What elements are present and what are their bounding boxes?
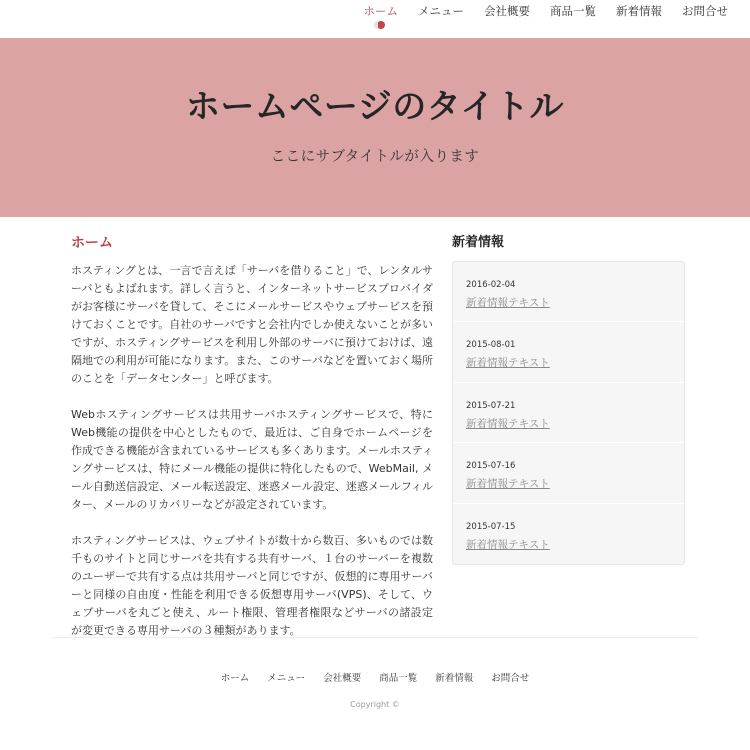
footer-nav-products[interactable]: 商品一覧 bbox=[379, 673, 418, 684]
news-date: 2016-02-04 bbox=[466, 280, 516, 290]
footer-nav-home[interactable]: ホーム bbox=[220, 673, 250, 684]
footer-nav-menu[interactable]: メニュー bbox=[267, 673, 306, 684]
footer-nav-company[interactable]: 会社概要 bbox=[323, 673, 362, 684]
news-item bbox=[453, 443, 684, 503]
section-heading: ホーム bbox=[71, 235, 113, 251]
news-list bbox=[452, 261, 685, 565]
news-item bbox=[453, 383, 684, 443]
body-paragraph: ホスティングとは、一言で言えば「サーバを借りること」で、レンタルサーバともよばれます。詳しく言うと、インターネットサービスプロバイダがお客様にサーバを貸して、そこにメールサービスやウェブサービスを預けておくことです。自社のサーバですと会社内でしか使えないことが多いですが、ホスティングサービスを利用し外部のサーバに預けておけば、遠隔地での利用が可能になります。また、このサーバなどを置いておく場所のことを「データセンター」と呼びます。 bbox=[71, 264, 433, 385]
copyright-text: Copyright © bbox=[350, 700, 400, 709]
news-link[interactable]: 新着情報テキスト bbox=[466, 357, 550, 370]
nav-item-contact[interactable]: お問合せ bbox=[682, 4, 728, 18]
page-subtitle: ここにサブタイトルが入ります bbox=[270, 149, 480, 165]
footer-nav-contact[interactable]: お問合せ bbox=[491, 673, 530, 684]
sidebar-heading: 新着情報 bbox=[452, 235, 505, 250]
news-item bbox=[453, 504, 684, 564]
nav-item-products[interactable]: 商品一覧 bbox=[550, 4, 596, 18]
nav-item-company[interactable]: 会社概要 bbox=[484, 4, 530, 18]
news-link[interactable]: 新着情報テキスト bbox=[466, 478, 550, 491]
news-link[interactable]: 新着情報テキスト bbox=[466, 538, 550, 551]
news-item bbox=[453, 262, 684, 322]
nav-item-news[interactable]: 新着情報 bbox=[616, 4, 662, 18]
nav-item-label: ホーム bbox=[363, 4, 398, 18]
news-date: 2015-07-16 bbox=[466, 461, 516, 472]
top-nav bbox=[344, 0, 729, 38]
news-date: 2015-08-01 bbox=[466, 340, 516, 351]
body-paragraph: Webホスティングサービスは共用サーバホスティングサービスで、特にWeb機能の提供を中心としたもので、最近は、ご自身でホームページを作成できる機能が含まれているサービスも多くあります。メールホスティングサービスは、特にメール機能の提供に特化したもので、WebMail, メール自動送信設定、メール転送設定、迷惑メール設定、迷惑メールフィルター、メールのリカバリーなどが設定されています。 bbox=[71, 408, 433, 511]
hero-banner bbox=[0, 38, 750, 217]
footer-divider bbox=[52, 637, 698, 638]
active-indicator-dot bbox=[377, 21, 385, 29]
footer-nav bbox=[0, 672, 750, 686]
page-title: ホームページのタイトル bbox=[185, 87, 565, 127]
news-item bbox=[453, 322, 684, 382]
news-link[interactable]: 新着情報テキスト bbox=[466, 417, 550, 430]
news-date: 2015-07-21 bbox=[466, 400, 516, 411]
nav-item-home[interactable] bbox=[364, 0, 399, 17]
body-paragraph: ホスティングサービスは、ウェブサイトが数十から数百、多いものでは数千ものサイトと同じサーバを共有する共有サーバ、１台のサーバーを複数のユーザーで共有する点は共用サーバと同じですが、仮想的に専用サーバーと同様の自由度・性能を利用できる仮想専用サーバ(VPS)、そして、ウェブサーバを丸ごと使え、ルート権限、管理者権限などサーバの諸設定が変更できる専用サーバの３種類があります。 bbox=[71, 534, 433, 637]
news-link[interactable]: 新着情報テキスト bbox=[466, 297, 550, 309]
news-date: 2015-07-15 bbox=[466, 521, 516, 532]
news-sidebar bbox=[452, 233, 685, 565]
nav-item-menu[interactable]: メニュー bbox=[418, 4, 464, 18]
footer-nav-news[interactable]: 新着情報 bbox=[435, 673, 474, 684]
main-content bbox=[71, 233, 433, 640]
